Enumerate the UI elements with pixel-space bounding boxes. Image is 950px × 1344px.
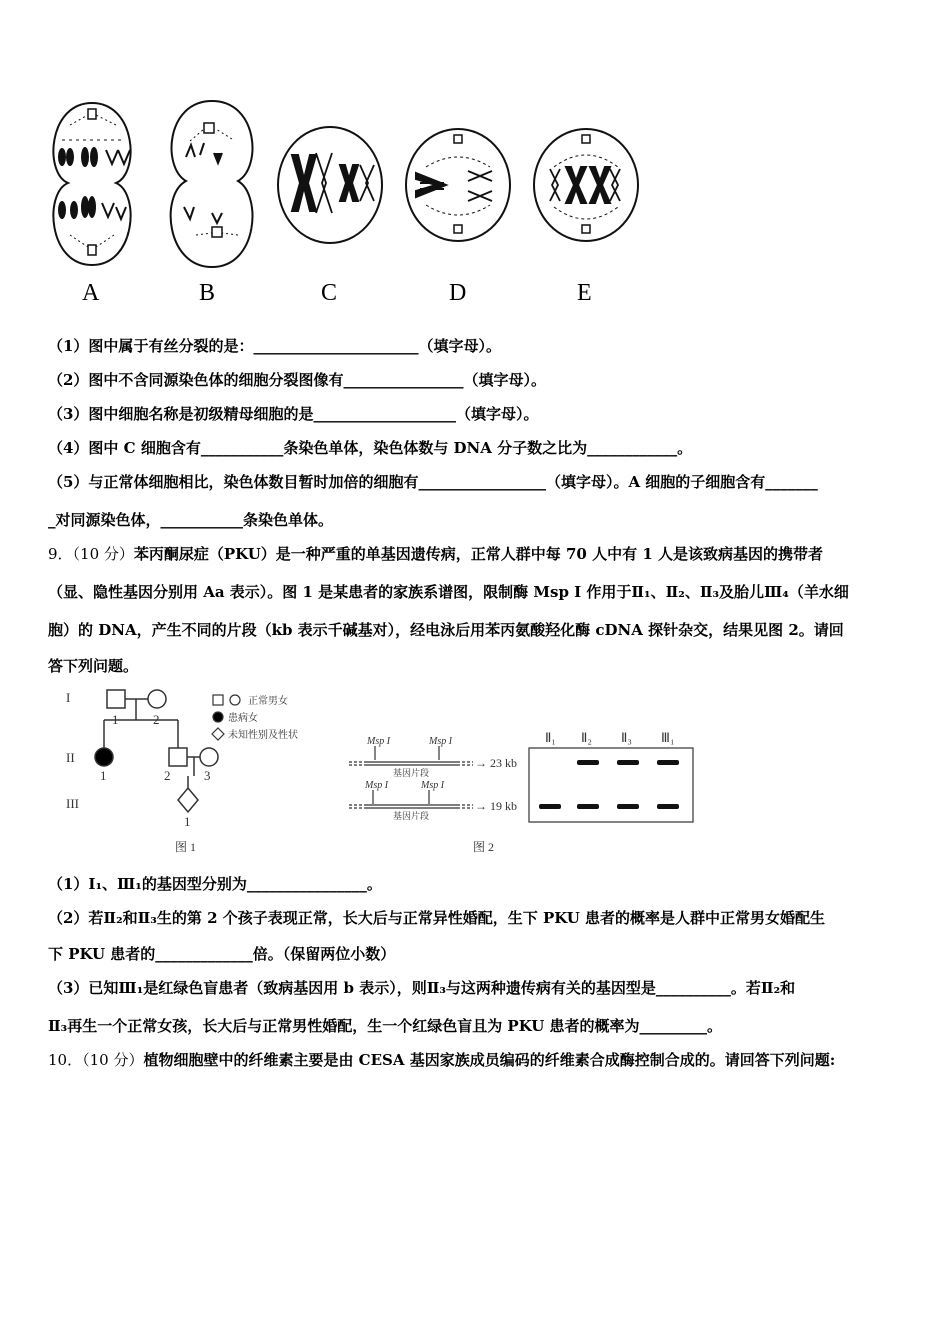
msp-label-4: Msp I [421, 780, 445, 791]
cell-division-figure [40, 95, 650, 275]
cell-b-drawing [171, 101, 253, 267]
cell-label-c: C [321, 280, 338, 306]
q9-stem-line-2: （显、隐性基因分别用 Aa 表示）。图 1 是某患者的家族系谱图，限制酶 Msp I 作用于Ⅱ₁、Ⅱ₂、Ⅱ₃及胎儿Ⅲ₄（羊水细 [48, 583, 849, 601]
band-ii2-23kb [577, 760, 599, 765]
band-ii1-19kb [539, 804, 561, 809]
lane-label-iii1: Ⅲ₁ [661, 730, 675, 745]
cell-d-drawing [406, 129, 510, 241]
cell-c-drawing [278, 127, 382, 243]
q9-stem-line-3: 胞）的 DNA，产生不同的片段（kb 表示千碱基对），经电泳后用苯丙氨酸羟化酶 cDNA 探针杂交，结果见图 2。请回 [48, 621, 844, 639]
q8-sub-3: （3）图中细胞名称是初级精母细胞的是___________________（填字母）。 [48, 405, 539, 423]
cell-label-b: B [199, 280, 216, 306]
q9-number: 9．（10 分） [48, 545, 134, 563]
pedigree-i1-male [107, 690, 125, 708]
cell-e-drawing [534, 129, 638, 241]
id-i2: 2 [153, 712, 160, 727]
legend-unknown-icon [212, 728, 224, 740]
q8-sub-4: （4）图中 C 细胞含有___________条染色单体，染色体数与 DNA 分子数之比为____________。 [48, 439, 693, 457]
band-23-label: → 23 kb [475, 756, 517, 770]
q10-stem: 10．（10 分）植物细胞壁中的纤维素主要是由 CESA 基因家族成员编码的纤维素合成酶控制合成的。请回答下列问题: [48, 1051, 836, 1069]
band-ii2-19kb [577, 804, 599, 809]
lane-label-ii1: Ⅱ₁ [545, 730, 556, 745]
q10-number: 10．（10 分） [48, 1051, 144, 1069]
gen-label-i: I [66, 690, 71, 705]
q8-sub-2: （2）图中不含同源染色体的细胞分裂图像有________________（填字母）。 [48, 371, 546, 389]
q9-sub-1: （1）I₁、Ⅲ₁的基因型分别为________________。 [48, 875, 382, 893]
pedigree-ii2-male [169, 748, 187, 766]
lane-label-ii3: Ⅱ₃ [621, 730, 632, 745]
fig2-caption: 图 2 [473, 840, 495, 854]
id-ii3: 3 [204, 768, 211, 783]
pedigree-ii1-affected-female [95, 748, 113, 766]
msp-label-2: Msp I [429, 736, 453, 747]
q9-sub-2: （2）若Ⅱ₂和Ⅱ₃生的第 2 个孩子表现正常，长大后与正常异性婚配，生下 PKU 患者的概率是人群中正常男女婚配生 [48, 909, 826, 927]
cell-label-d: D [449, 280, 467, 306]
q8-sub-5-cont: _对同源染色体，___________条染色单体。 [48, 511, 334, 529]
q9-sub-3: （3）已知Ⅲ₁是红绿色盲患者（致病基因用 b 表示），则Ⅱ₃与这两种遗传病有关的基因型是__________。若Ⅱ₂和 [48, 979, 796, 997]
band-iii1-19kb [657, 804, 679, 809]
pedigree-i2-female [148, 690, 166, 708]
segment-label-1: 基因片段 [393, 768, 430, 778]
legend-affected-icon [213, 712, 223, 722]
gen-label-ii: II [66, 750, 75, 765]
fig1-caption: 图 1 [175, 840, 197, 854]
band-19-label: → 19 kb [475, 799, 517, 813]
q9-sub-3-cont: Ⅱ₃再生一个正常女孩，长大后与正常男性婚配，生一个红绿色盲且为 PKU 患者的概率为_________。 [48, 1017, 723, 1035]
q9-stem-line-4: 答下列问题。 [48, 657, 139, 675]
pedigree-ii3-female [200, 748, 218, 766]
legend-affected-label: 患病女 [228, 713, 258, 724]
cell-label-e: E [577, 280, 592, 306]
id-ii1: 1 [100, 768, 107, 783]
band-ii3-19kb [617, 804, 639, 809]
band-ii3-23kb [617, 760, 639, 765]
pedigree-figure [58, 684, 338, 834]
id-ii2: 2 [164, 768, 171, 783]
q9-stem-line-1: 9．（10 分）苯丙酮尿症（PKU）是一种严重的单基因遗传病，正常人群中每 70 人中有 1 人是该致病基因的携带者 [48, 545, 823, 563]
gel-box [529, 748, 693, 822]
legend-male-icon [213, 695, 223, 705]
gen-label-iii: III [66, 796, 79, 811]
legend-female-icon [230, 695, 240, 705]
cell-a-drawing [53, 103, 130, 265]
band-iii1-23kb [657, 760, 679, 765]
msp-label-1: Msp I [367, 736, 391, 747]
segment-label-2: 基因片段 [393, 811, 430, 821]
q9-sub-2-cont: 下 PKU 患者的_____________倍。（保留两位小数） [48, 945, 396, 963]
id-i1: 1 [112, 712, 119, 727]
id-iii1: 1 [184, 814, 191, 829]
q8-sub-1: （1）图中属于有丝分裂的是：______________________（填字母）。 [48, 337, 501, 355]
legend-normal-label: 正常男女 [248, 696, 288, 707]
pedigree-iii1-unknown [178, 788, 198, 812]
legend-unknown-label: 未知性别及性状 [228, 730, 298, 741]
msp-label-3: Msp I [365, 780, 389, 791]
q8-sub-5: （5）与正常体细胞相比，染色体数目暂时加倍的细胞有_________________（填字母）。A 细胞的子细胞含有_______ [48, 473, 818, 491]
gel-figure [345, 726, 705, 826]
lane-label-ii2: Ⅱ₂ [581, 730, 592, 745]
cell-label-a: A [82, 280, 100, 306]
